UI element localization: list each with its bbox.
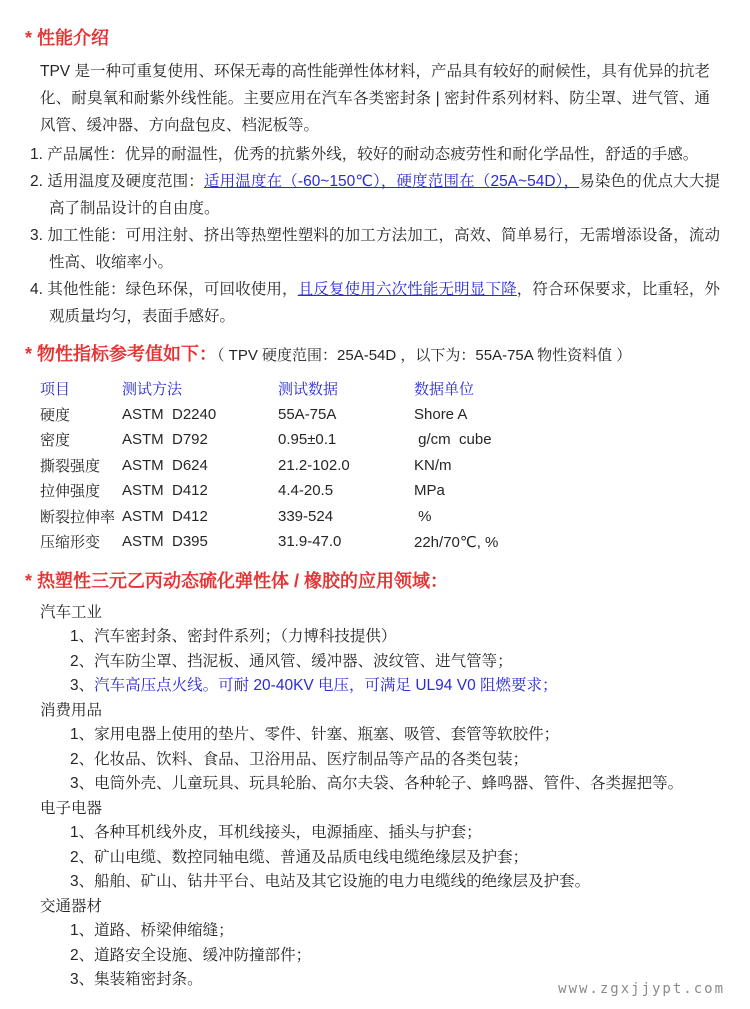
table-header-row — [40, 376, 594, 402]
item-number: 3、 — [70, 677, 95, 694]
item-text: 各种耳机线外皮，耳机线接头，电源插座、插头与护套； — [94, 824, 482, 841]
table-cell-data: 339-524 — [278, 507, 334, 525]
item-number: 3、 — [70, 873, 95, 890]
item-text: 其他性能：绿色环保，可回收使用， — [47, 281, 298, 298]
item-text: 家用电器上使用的垫片、零件、针塞、瓶塞、吸管、套管等软胶件； — [94, 726, 560, 743]
item-number: 2、 — [70, 652, 95, 670]
table-cell-item: 断裂拉伸率 — [40, 508, 116, 526]
table-cell-item: 密度 — [40, 432, 71, 450]
table-cell-method: ASTM D412 — [122, 507, 208, 525]
item-number: 1、 — [70, 922, 95, 939]
application-item — [70, 723, 725, 748]
performance-heading: * 性能介绍 — [25, 28, 110, 48]
item-text: 船舶、矿山、钻井平台、电站及其它设施的电力电缆线的绝缘层及护套。 — [94, 873, 591, 890]
properties-heading-note: （ TPV 硬度范围：25A-54D ，以下为：55A-75A 物性资料值 ） — [217, 347, 632, 364]
table-cell-unit: Shore A — [414, 405, 468, 423]
watermark-url: www.zgxjjypt.com — [558, 981, 725, 997]
item-number: 1. — [30, 146, 48, 163]
performance-item-1 — [30, 141, 720, 168]
table-cell-unit: % — [414, 507, 432, 525]
item-text: 产品属性：优异的耐温性，优秀的抗紫外线，较好的耐动态疲劳性和耐化学品性，舒适的手感。 — [47, 146, 699, 163]
item-number: 1、 — [70, 628, 95, 645]
table-cell-unit: KN/m — [414, 456, 452, 474]
item-number: 3. — [30, 227, 48, 244]
item-text-after: ，符合环保要求，比重轻，外观质量均匀，表面手感好。 — [49, 281, 720, 325]
item-number: 1、 — [70, 824, 95, 841]
application-group-title-consumer: 消费用品 — [40, 701, 103, 719]
intro-paragraph: TPV 是一种可重复使用、环保无毒的高性能弹性体材料，产品具有较好的耐候性，具有优异的抗老化、耐臭氧和耐紫外线性能。主要应用在汽车各类密封条 | 密封件系列材料、防尘罩、进气管、通风管、缓冲器、方向盘包皮、档泥板等。 — [40, 63, 710, 134]
item-text: 矿山电缆、数控同轴电缆、普通及品质电线电缆绝缘层及护套； — [94, 848, 529, 866]
applications-list — [40, 601, 725, 993]
table-cell-method: ASTM D2240 — [122, 405, 217, 423]
performance-item-3 — [30, 222, 720, 276]
application-item — [70, 944, 725, 969]
application-item — [70, 821, 725, 846]
properties-table — [40, 376, 594, 555]
application-group-title-electronics: 电子电器 — [40, 799, 103, 817]
table-header-method: 测试方法 — [122, 381, 183, 399]
table-cell-item: 压缩形变 — [40, 534, 101, 552]
table-cell-data: 55A-75A — [278, 405, 337, 423]
item-text-after: 易染色的优点大大提高了制品设计的自由度。 — [49, 173, 720, 217]
item-text: 道路安全设施、缓冲防撞部件； — [94, 946, 312, 964]
application-item — [70, 919, 725, 944]
table-cell-data: 31.9-47.0 — [278, 533, 342, 551]
table-cell-data: 21.2-102.0 — [278, 456, 350, 474]
table-cell-method: ASTM D412 — [122, 482, 208, 500]
item-text: 道路、桥梁伸缩缝； — [94, 922, 234, 939]
item-text: 化妆品、饮料、食品、卫浴用品、医疗制品等产品的各类包装； — [94, 750, 529, 768]
table-row — [40, 427, 594, 453]
application-item — [70, 625, 725, 650]
item-number: 2、 — [70, 946, 95, 964]
application-item — [70, 748, 725, 773]
item-number: 2. — [30, 173, 48, 190]
table-row — [40, 453, 594, 479]
item-text: 适用温度及硬度范围： — [47, 173, 204, 190]
performance-item-4 — [30, 276, 720, 330]
application-item — [70, 846, 725, 871]
item-number: 2、 — [70, 750, 95, 768]
table-cell-method: ASTM D624 — [122, 456, 208, 474]
table-row — [40, 478, 594, 504]
application-item — [70, 772, 725, 797]
table-cell-unit: MPa — [414, 482, 445, 500]
item-text: 集装箱密封条。 — [94, 971, 203, 988]
application-item — [70, 870, 725, 895]
item-text: 汽车防尘罩、挡泥板、通风管、缓冲器、波纹管、进气管等； — [94, 652, 513, 670]
properties-heading-row — [25, 342, 725, 368]
item-text: 电筒外壳、儿童玩具、玩具轮胎、高尔夫袋、各种轮子、蜂鸣器、管件、各类握把等。 — [94, 775, 684, 792]
item-highlight: 适用温度在（-60~150℃），硬度范围在（25A~54D）， — [203, 173, 580, 190]
table-header-data: 测试数据 — [278, 381, 339, 399]
performance-item-2 — [30, 168, 720, 222]
table-cell-method: ASTM D395 — [122, 533, 208, 551]
item-text-highlighted: 汽车高压点火线。可耐 20-40KV 电压，可满足 UL94 V0 阻燃要求； — [94, 677, 558, 694]
table-cell-item: 拉伸强度 — [40, 483, 101, 501]
table-cell-unit: 22h/70℃, % — [414, 533, 499, 551]
item-number: 1、 — [70, 726, 95, 743]
application-group-title-automotive: 汽车工业 — [40, 603, 103, 621]
properties-heading: * 物性指标参考值如下： — [25, 344, 218, 364]
table-cell-item: 硬度 — [40, 406, 71, 424]
item-number: 3、 — [70, 775, 95, 792]
item-number: 2、 — [70, 848, 95, 866]
application-item — [70, 674, 725, 699]
table-row — [40, 402, 594, 428]
table-header-item: 项目 — [40, 381, 71, 399]
table-cell-method: ASTM D792 — [122, 431, 208, 449]
item-text: 加工性能：可用注射、挤出等热塑性塑料的加工方法加工，高效、简单易行，无需增添设备，流动性高、收缩率小。 — [47, 227, 720, 271]
application-group-title-traffic: 交通器材 — [40, 897, 103, 915]
table-row — [40, 529, 594, 555]
table-cell-data: 4.4-20.5 — [278, 482, 334, 500]
item-text: 汽车密封条、密封件系列；（力博科技提供） — [94, 628, 397, 645]
item-highlight: 且反复使用六次性能无明显下降 — [297, 281, 517, 298]
table-row — [40, 504, 594, 530]
table-cell-data: 0.95±0.1 — [278, 431, 337, 449]
table-cell-unit: g/cm cube — [414, 431, 492, 449]
performance-list — [30, 141, 720, 330]
item-number: 4. — [30, 281, 48, 298]
application-item — [70, 650, 725, 675]
table-header-unit: 数据单位 — [414, 381, 475, 399]
table-cell-item: 撕裂强度 — [40, 457, 101, 475]
item-number: 3、 — [70, 971, 95, 988]
applications-heading: * 热塑性三元乙丙动态硫化弹性体 / 橡胶的应用领域： — [25, 570, 449, 591]
